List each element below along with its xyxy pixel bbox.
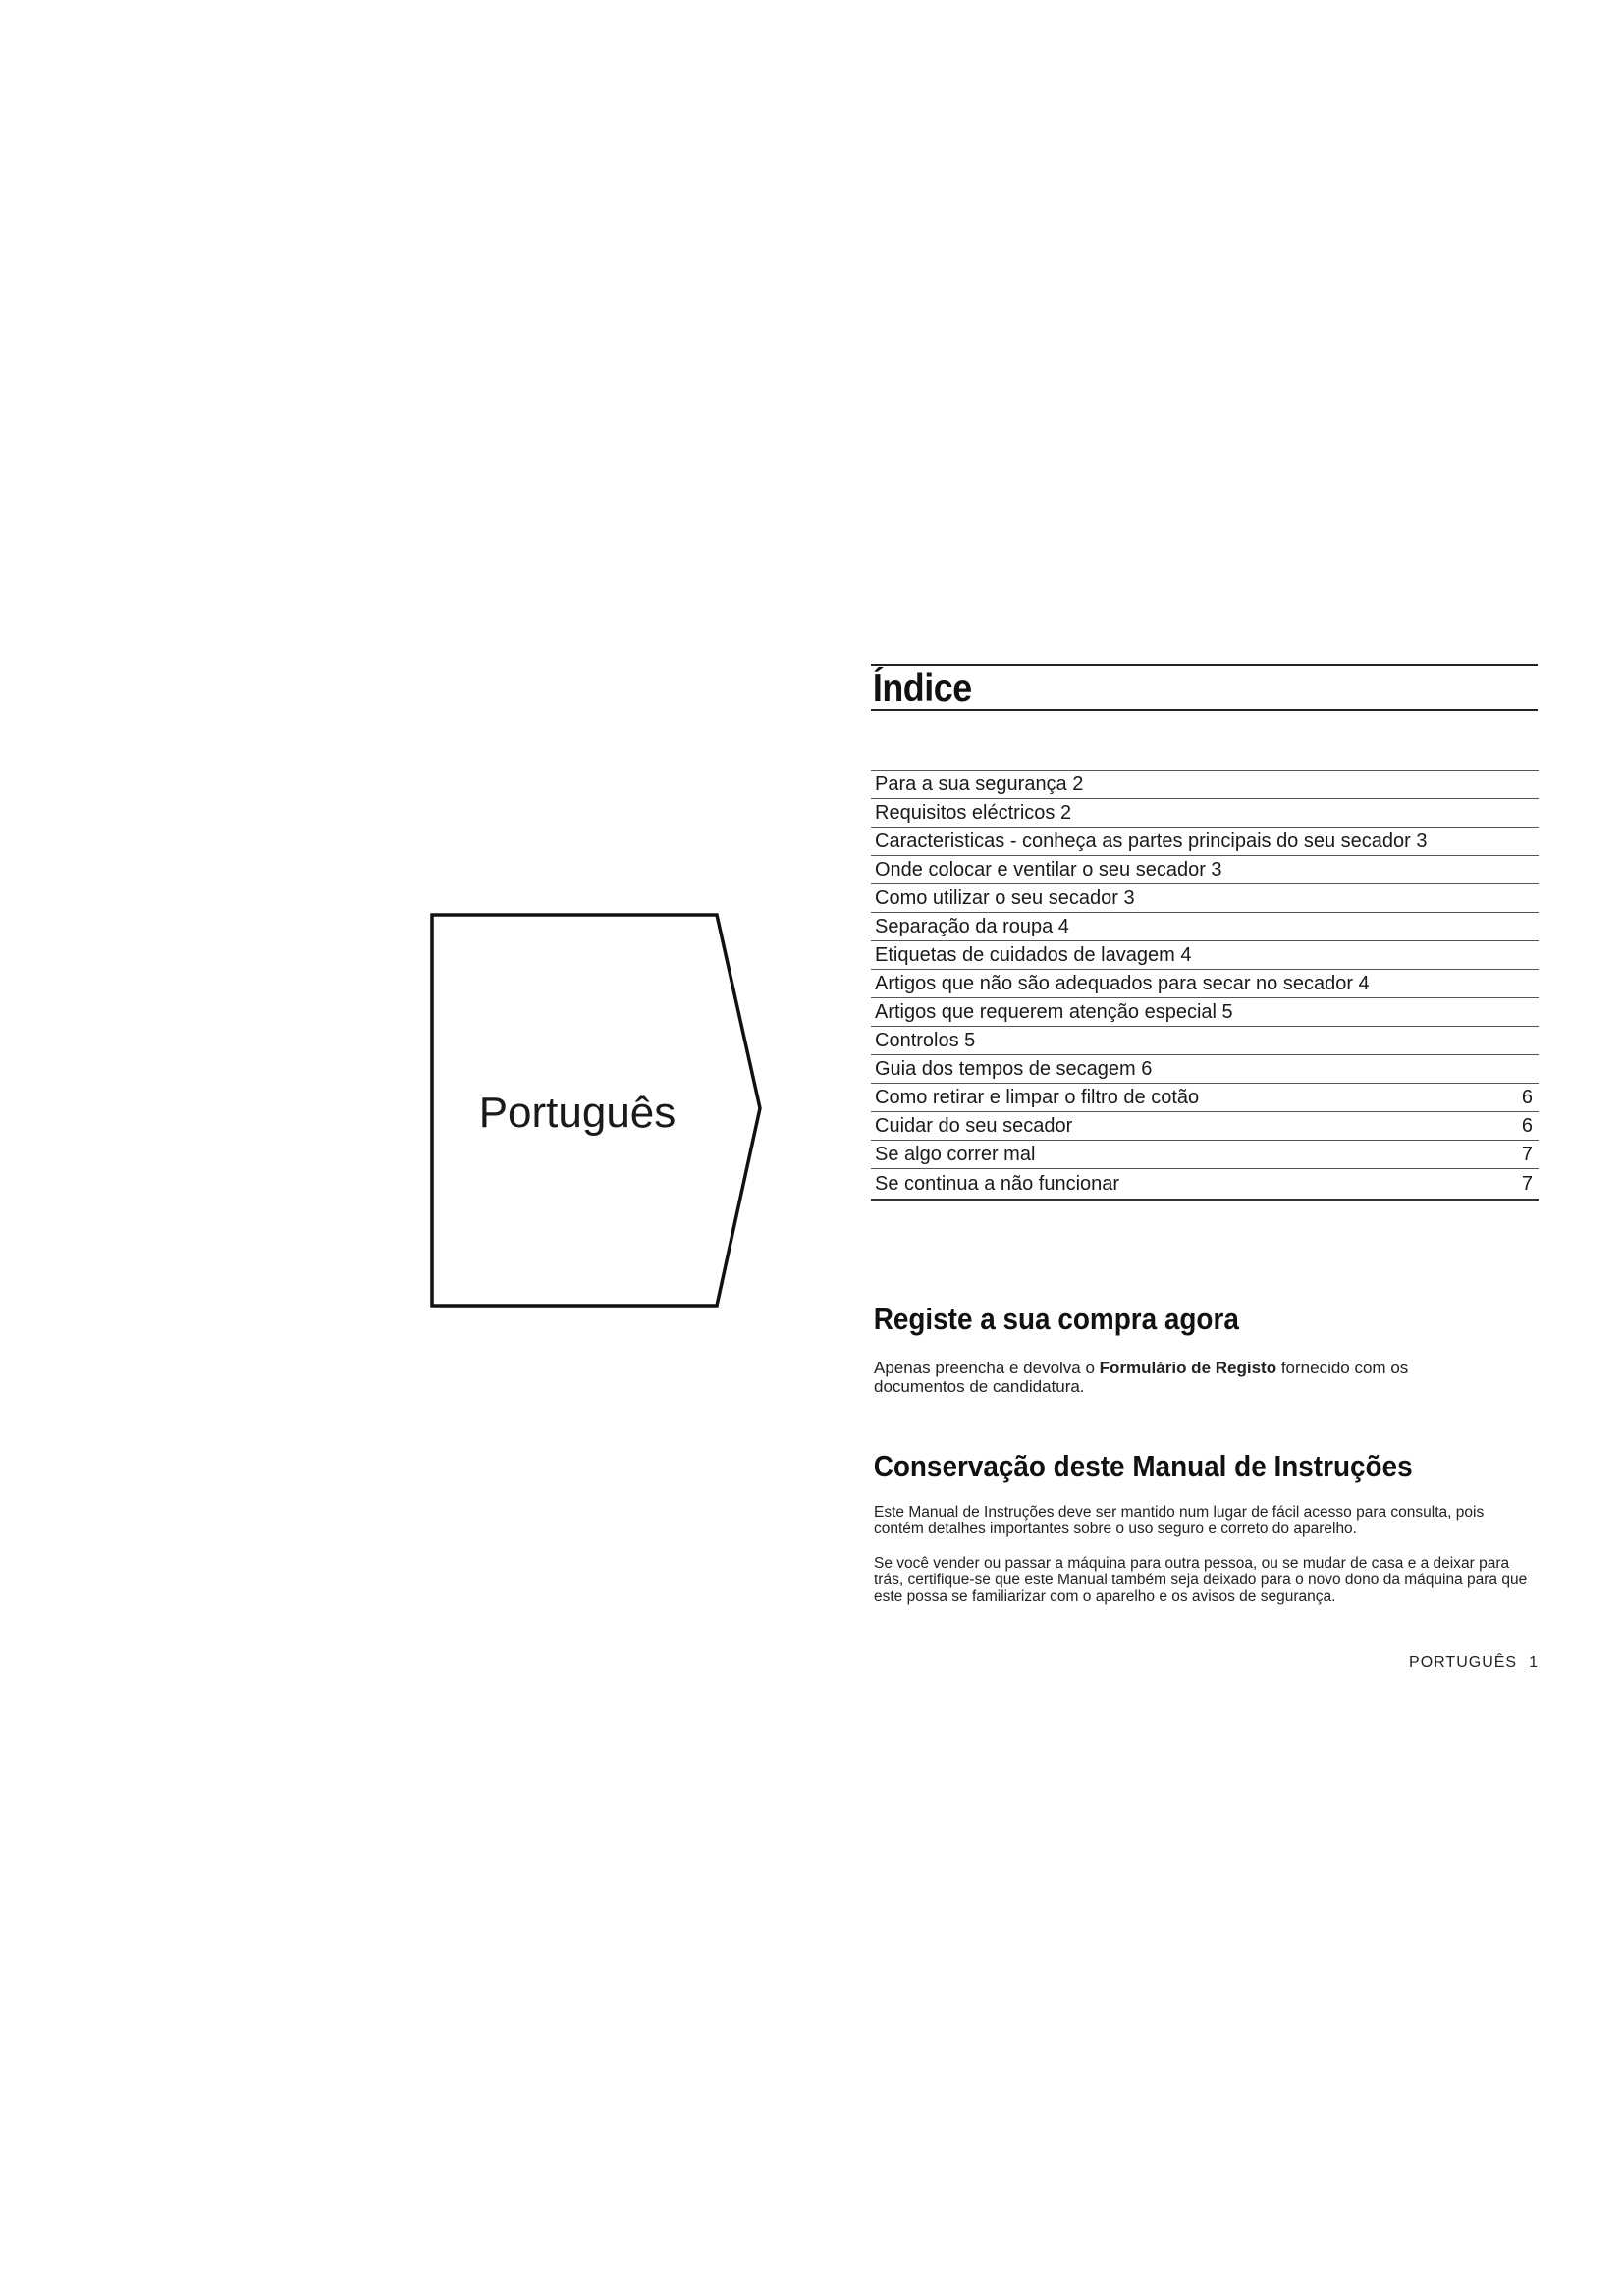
manual-heading: Conservação deste Manual de Instruções bbox=[873, 1449, 1413, 1483]
footer-language: PORTUGUÊS bbox=[1409, 1654, 1518, 1671]
toc-entry-text: Cuidar do seu secador bbox=[875, 1114, 1073, 1137]
toc-entry[interactable] bbox=[871, 771, 1539, 799]
toc-entry[interactable] bbox=[871, 1027, 1539, 1055]
toc-entry-text: Controlos 5 bbox=[875, 1029, 976, 1051]
toc-entry[interactable] bbox=[871, 1169, 1539, 1201]
toc-entry-text: Onde colocar e ventilar o seu secador 3 bbox=[875, 858, 1222, 881]
toc-entry-page: 7 bbox=[1521, 1172, 1533, 1195]
manual-paragraph-2: Se você vender ou passar a máquina para outra pessoa, ou se mudar de casa e a deixar para trás, certifique-se que este Manual também seja deixado para o novo dono da máquina para que este possa se familiarizar com o aparelho e os avisos de segurança. bbox=[874, 1555, 1528, 1605]
register-text-end: fornecido com os documentos de candidatura. bbox=[874, 1359, 1409, 1396]
toc-entry[interactable] bbox=[871, 913, 1539, 941]
register-text bbox=[874, 1359, 1502, 1396]
toc-entry[interactable] bbox=[871, 998, 1539, 1027]
toc-entry[interactable] bbox=[871, 941, 1539, 970]
toc-entry[interactable] bbox=[871, 1055, 1539, 1084]
main-column bbox=[871, 664, 1539, 1671]
table-of-contents bbox=[871, 770, 1539, 1201]
toc-entry-text: Guia dos tempos de secagem 6 bbox=[875, 1057, 1153, 1080]
toc-entry[interactable] bbox=[871, 1141, 1539, 1169]
index-title: Índice bbox=[871, 664, 1538, 711]
toc-entry-text: Caracteristicas - conheça as partes principais do seu secador 3 bbox=[875, 829, 1428, 852]
toc-entry-text: Como retirar e limpar o filtro de cotão bbox=[875, 1086, 1200, 1108]
toc-entry[interactable] bbox=[871, 1084, 1539, 1112]
toc-entry-text: Para a sua segurança 2 bbox=[875, 773, 1084, 795]
toc-entry[interactable] bbox=[871, 1112, 1539, 1141]
language-tab bbox=[430, 913, 764, 1308]
registration-form-name: Formulário de Registo bbox=[1099, 1359, 1277, 1377]
manual-paragraph-1: Este Manual de Instruções deve ser mantido num lugar de fácil acesso para consulta, pois contém detalhes importantes sobre o uso seguro e correto do aparelho. bbox=[874, 1504, 1485, 1537]
toc-entry[interactable] bbox=[871, 970, 1539, 998]
language-tab-label: Português bbox=[478, 1089, 677, 1137]
toc-entry-page: 6 bbox=[1521, 1114, 1533, 1137]
toc-entry-page: 7 bbox=[1521, 1143, 1533, 1165]
toc-entry-page: 6 bbox=[1521, 1086, 1533, 1108]
register-heading: Registe a sua compra agora bbox=[873, 1302, 1239, 1336]
toc-entry[interactable] bbox=[871, 884, 1539, 913]
toc-entry-text: Requisitos eléctricos 2 bbox=[875, 801, 1072, 824]
toc-entry[interactable] bbox=[871, 856, 1539, 884]
toc-entry-text: Artigos que requerem atenção especial 5 bbox=[875, 1000, 1233, 1023]
toc-entry-text: Etiquetas de cuidados de lavagem 4 bbox=[875, 943, 1192, 966]
page-number: 1 bbox=[1529, 1654, 1539, 1671]
toc-entry-text: Artigos que não são adequados para secar no secador 4 bbox=[875, 972, 1370, 994]
page-footer bbox=[1409, 1654, 1539, 1672]
register-text-start: Apenas preencha e devolva o bbox=[874, 1359, 1100, 1377]
toc-entry-text: Se continua a não funcionar bbox=[875, 1172, 1120, 1195]
toc-entry-text: Separação da roupa 4 bbox=[875, 915, 1069, 937]
toc-entry-text: Como utilizar o seu secador 3 bbox=[875, 886, 1135, 909]
toc-entry[interactable] bbox=[871, 828, 1539, 856]
toc-entry-text: Se algo correr mal bbox=[875, 1143, 1036, 1165]
toc-entry[interactable] bbox=[871, 799, 1539, 828]
